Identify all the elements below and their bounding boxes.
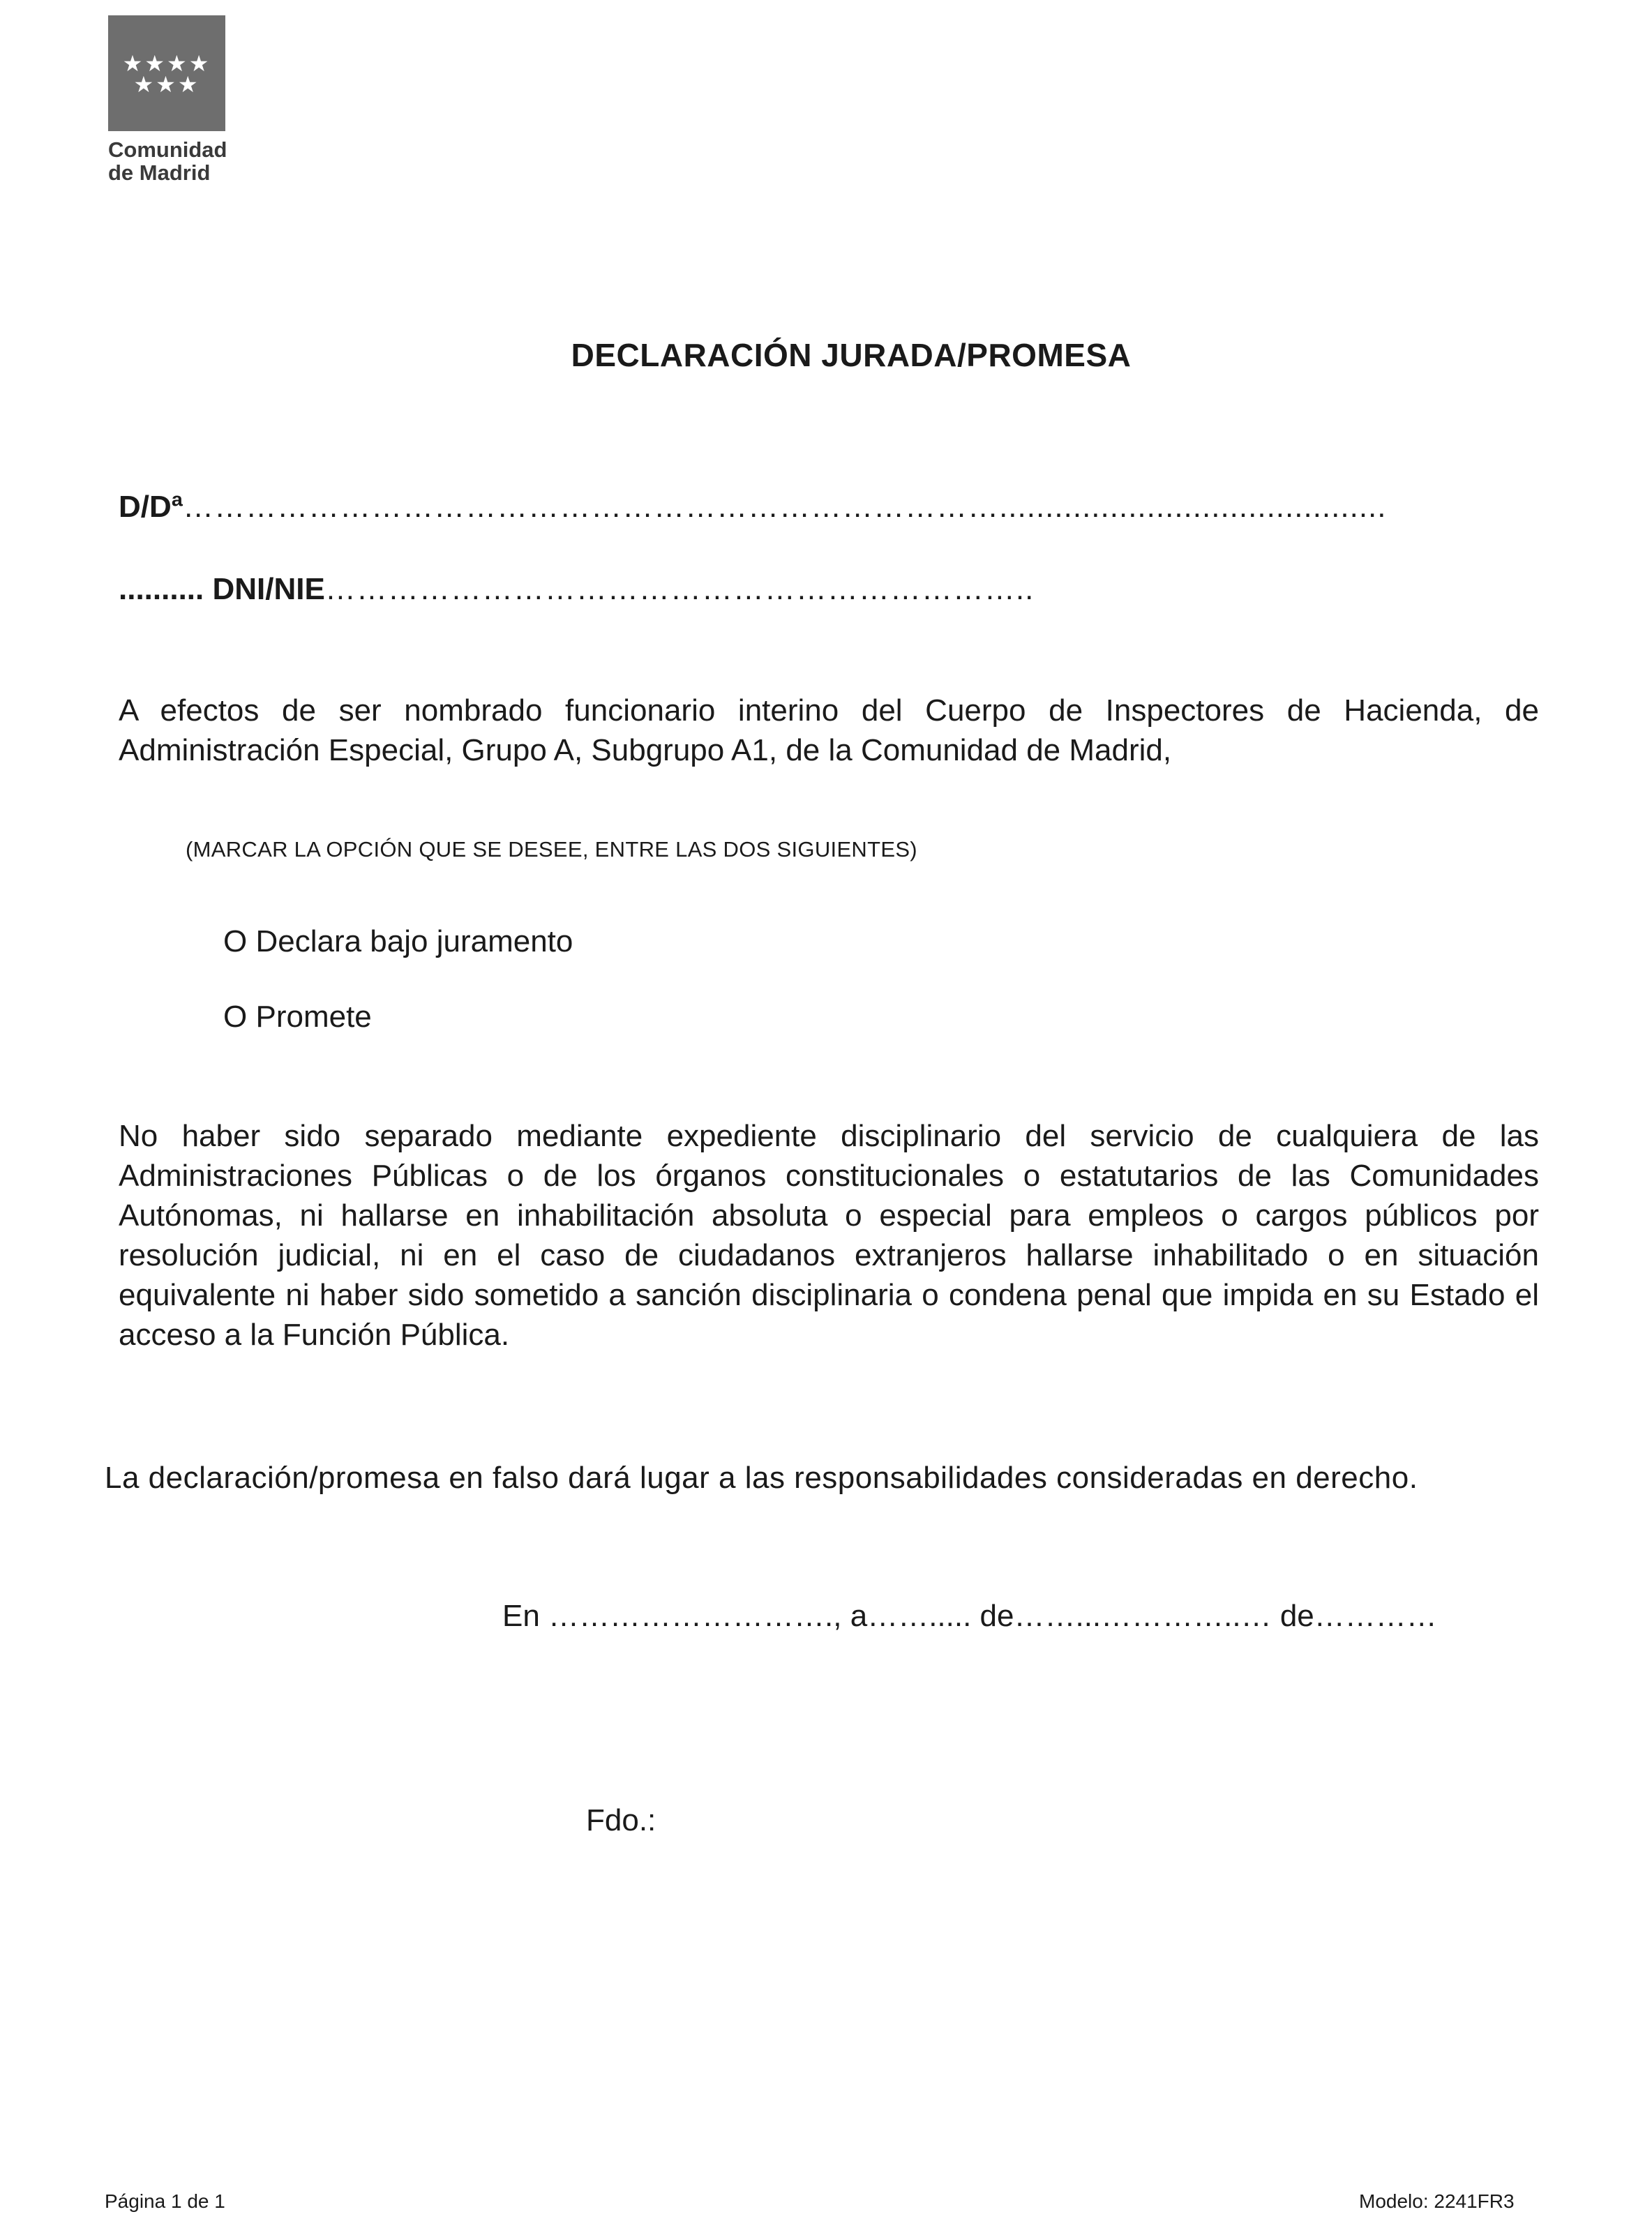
option-declara-marker[interactable]: O <box>223 924 248 958</box>
place-date-line[interactable]: En ………………………., a……..... de……...…………..… de………… <box>502 1599 1437 1633</box>
logo-stars-bottom-icon: ★★★ <box>133 71 200 98</box>
dni-label: DNI/NIE <box>212 572 325 606</box>
name-field[interactable] <box>119 490 1542 525</box>
name-label: D/Dª <box>119 490 183 524</box>
footer-page-number: Página 1 de 1 <box>105 2190 225 2212</box>
dni-prefix: .......... <box>119 572 204 606</box>
logo-line-2: de Madrid <box>108 160 211 185</box>
signature-label: Fdo.: <box>586 1803 656 1837</box>
option-declara[interactable] <box>223 924 573 959</box>
option-promete[interactable] <box>223 1000 372 1034</box>
logo-stars-top-icon: ★★★★ <box>122 50 211 77</box>
name-dots: …………………………………………………………………….......................................... <box>183 490 1387 524</box>
logo-emblem <box>108 15 225 131</box>
option-promete-marker[interactable]: O <box>223 1000 248 1034</box>
warning-paragraph: La declaración/promesa en falso dará lugar a las responsabilidades consideradas en derecho. <box>105 1461 1418 1495</box>
dni-field[interactable] <box>119 572 1542 607</box>
logo-line-1: Comunidad <box>108 137 227 162</box>
statement-paragraph: No haber sido separado mediante expediente disciplinario del servicio de cualquiera de las Administraciones Públicas o de los órganos constitucionales o estatutarios de las Comunidades Autónomas, ni hallarse en inhabilitación absoluta o especial para empleos o cargos públicos por resolución judicial, ni en el caso de ciudadanos extranjeros hallarse inhabilitado o en situación equivalente ni haber sido sometido a sanción disciplinaria o condena penal que impida en su Estado el acceso a la Función Pública. <box>119 1119 1539 1352</box>
dni-dots: ………………………………………………………….. <box>324 572 1035 606</box>
instruction-note: (MARCAR LA OPCIÓN QUE SE DESEE, ENTRE LAS DOS SIGUIENTES) <box>186 837 917 861</box>
document-title: DECLARACIÓN JURADA/PROMESA <box>571 337 1132 373</box>
logo-text <box>108 138 227 184</box>
option-declara-label: Declara bajo juramento <box>255 924 573 958</box>
footer-model-code: Modelo: 2241FR3 <box>1359 2190 1515 2212</box>
intro-paragraph: A efectos de ser nombrado funcionario interino del Cuerpo de Inspectores de Hacienda, de Administración Especial, Grupo A, Subgrupo A1, de la Comunidad de Madrid, <box>119 693 1539 767</box>
option-promete-label: Promete <box>255 1000 372 1034</box>
